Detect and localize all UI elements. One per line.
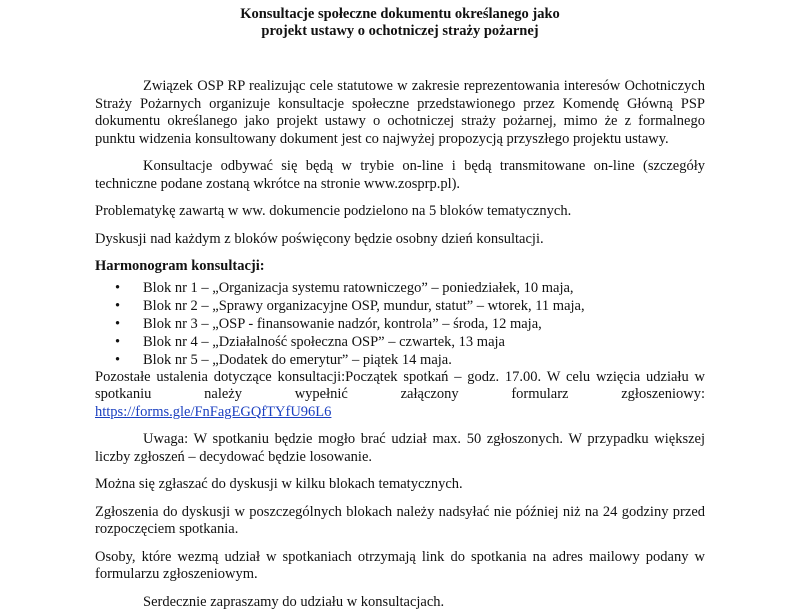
title-line-1: Konsultacje społeczne dokumentu określanego jako (240, 6, 560, 22)
schedule-heading: Harmonogram konsultacji: (95, 258, 705, 276)
schedule-item-text: Blok nr 3 – „OSP - finansowanie nadzór, kontrola” – środa, 12 maja, (143, 316, 542, 332)
title-spacer (95, 40, 705, 78)
online-paragraph: Konsultacje odbywać się będą w trybie on-line i będą transmitowane on-line (szczegóły techniczne podane zostaną wkrótce na stronie www.zosprp.pl). (95, 158, 705, 193)
bullet-icon: • (115, 279, 120, 297)
schedule-item-text: Blok nr 5 – „Dodatek do emerytur” – piątek 14 maja. (143, 352, 452, 368)
other-arrangements-line-2: spotkaniu należy wypełnić załączony formularz zgłoszeniowy: (95, 386, 705, 404)
schedule-list (95, 279, 705, 369)
blocks-info-paragraph: Problematykę zawartą w ww. dokumencie podzielono na 5 bloków tematycznych. (95, 203, 705, 221)
schedule-item-text: Blok nr 1 – „Organizacja systemu ratowniczego” – poniedziałek, 10 maja, (143, 280, 574, 296)
schedule-item-4 (113, 333, 705, 351)
deadline-paragraph: Zgłoszenia do dyskusji w poszczególnych blokach należy nadsyłać nie później niż na 24 godziny przed rozpoczęciem spotkania. (95, 504, 705, 539)
schedule-item-5 (113, 351, 705, 369)
bullet-icon: • (115, 315, 120, 333)
schedule-item-1 (113, 279, 705, 297)
discussion-info-paragraph: Dyskusji nad każdym z bloków poświęcony będzie osobny dzień konsultacji. (95, 231, 705, 249)
mail-info-paragraph: Osoby, które wezmą udział w spotkaniach otrzymają link do spotkania na adres mailowy podany w formularzu zgłoszeniowym. (95, 549, 705, 584)
registration-form-link[interactable]: https://forms.gle/FnFagEGQfTYfU96L6 (95, 404, 331, 420)
bullet-icon: • (115, 351, 120, 369)
schedule-item-text: Blok nr 4 – „Działalność społeczna OSP” – czwartek, 13 maja (143, 334, 505, 350)
bullet-icon: • (115, 333, 120, 351)
schedule-item-2 (113, 297, 705, 315)
form-link-line (95, 404, 705, 422)
document-title (95, 6, 705, 40)
intro-paragraph: Związek OSP RP realizując cele statutowe w zakresie reprezentowania interesów Ochotniczych Straży Pożarnych organizuje konsultacje społeczne przedstawionego przez Komendę Główną PSP dokumentu określanego jako projekt ustawy o ochotniczej straży pożarnej, mimo że z formalnego punktu widzenia konsultowany dokument jest co najwyżej propozycją przyszłego projektu ustawy. (95, 78, 705, 148)
schedule-item-text: Blok nr 2 – „Sprawy organizacyjne OSP, mundur, statut” – wtorek, 11 maja, (143, 298, 585, 314)
schedule-item-3 (113, 315, 705, 333)
closing-paragraph: Serdecznie zapraszamy do udziału w konsultacjach. (95, 594, 705, 611)
other-arrangements-line-1: Pozostałe ustalenia dotyczące konsultacji:Początek spotkań – godz. 17.00. W celu wzięcia udziału w (95, 369, 705, 387)
title-line-2: projekt ustawy o ochotniczej straży pożarnej (261, 23, 538, 39)
note-paragraph: Uwaga: W spotkaniu będzie mogło brać udział max. 50 zgłoszonych. W przypadku większej liczby zgłoszeń – decydować będzie losowanie. (95, 431, 705, 466)
bullet-icon: • (115, 297, 120, 315)
multi-blocks-paragraph: Można się zgłaszać do dyskusji w kilku blokach tematycznych. (95, 476, 705, 494)
